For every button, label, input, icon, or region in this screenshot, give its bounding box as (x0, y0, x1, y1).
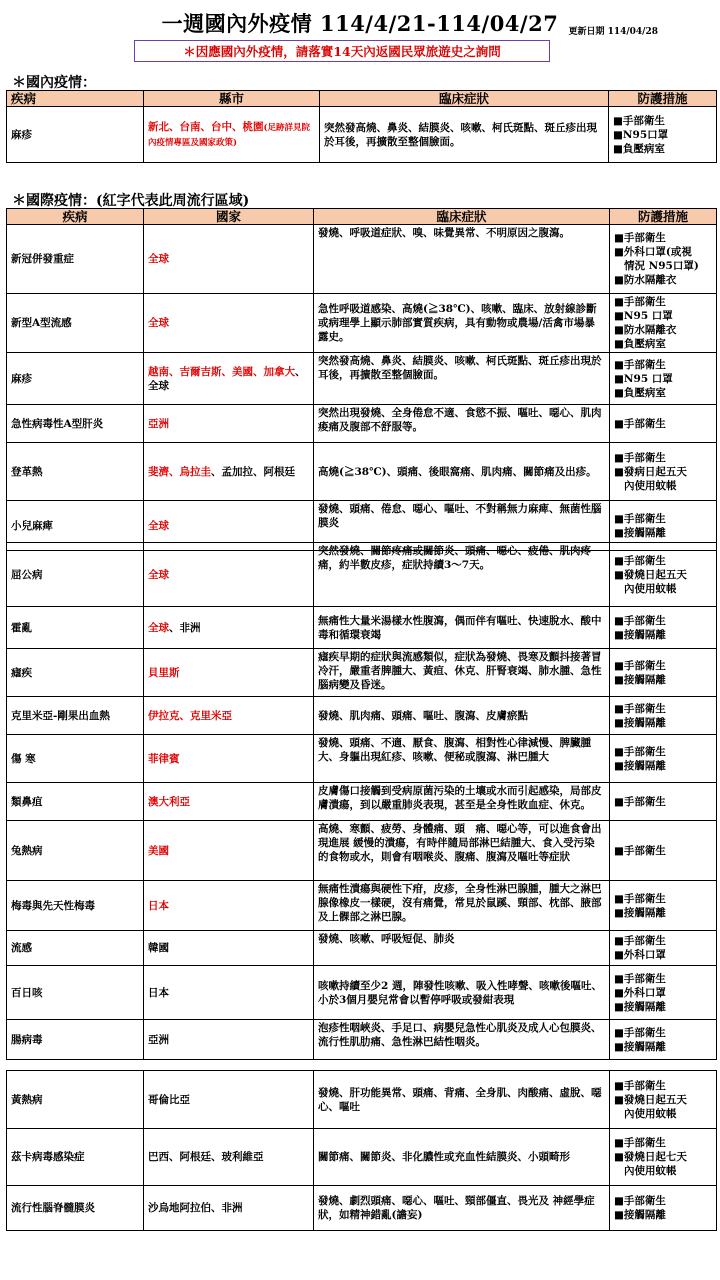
country-red: 全球 (148, 519, 169, 532)
country-red: 亞洲 (148, 417, 169, 430)
measure-item: ■手部衛生 (614, 745, 666, 758)
measure-item: ■接觸隔離 (614, 716, 666, 729)
country-cell (144, 966, 314, 1020)
measure-item: ■手部衛生 (614, 614, 666, 627)
table-row (7, 821, 717, 881)
country-red: 菲律賓 (148, 752, 180, 765)
international-table-2 (6, 542, 717, 1060)
measure-item: 情況 N95口罩) (624, 260, 699, 272)
measure-item: ■發病日起五天 (614, 465, 687, 478)
country-cell (144, 881, 314, 931)
symptoms-cell: 發燒、咳嗽、呼吸短促、肺炎 (314, 931, 610, 966)
country-cell (144, 1071, 314, 1129)
measure-item: ■N95 口罩 (614, 310, 673, 322)
disease-name: 屈公病 (7, 543, 144, 607)
disease-name: 登革熱 (7, 443, 144, 501)
international-table-3 (6, 1070, 717, 1231)
travel-history-notice: ＊因應國內外疫情，請落實14天內返國民眾旅遊史之詢問 (134, 40, 550, 62)
country-red: 全球 (148, 568, 169, 581)
country-black: 韓國 (148, 942, 169, 954)
measures-cell (609, 107, 717, 163)
country-red: 貝里斯 (148, 666, 180, 679)
measures-cell (610, 543, 717, 607)
domestic-heading: ＊國內疫情： (12, 75, 96, 91)
measure-item: ■N95口罩 (613, 128, 669, 141)
table-row (7, 225, 717, 294)
country-black: 亞洲 (148, 1033, 169, 1046)
region-note: (足跡詳見院內疫情專區及國家政策) (148, 122, 311, 148)
measure-item: ■接觸隔離 (614, 759, 666, 772)
measures-cell (610, 735, 717, 783)
measures-cell (610, 966, 717, 1020)
symptoms-cell: 發燒、肝功能異常、頭痛、背痛、全身肌、肉酸痛、虛脫、噁心、嘔吐 (314, 1071, 610, 1129)
measures-cell (610, 783, 717, 821)
table-row (7, 881, 717, 931)
country-cell (144, 735, 314, 783)
measure-item: ■負壓病室 (613, 142, 665, 155)
measure-item: ■防水隔離衣 (614, 324, 677, 336)
symptoms-cell: 泡疹性咽峽炎、手足口、病嬰兒急性心肌炎及成人心包膜炎、流行性肌肋痛、急性淋巴結性咽炎。 (314, 1020, 610, 1060)
disease-name: 流感 (7, 931, 144, 966)
measure-item: ■手部衛生 (614, 554, 666, 567)
measures-cell (610, 1186, 717, 1231)
symptoms-cell: 發燒、呼吸道症狀、嗅、味覺異常、不明原因之腹瀉。 (314, 225, 610, 294)
country-cell (144, 1186, 314, 1231)
symptoms-cell: 關節痛、關節炎、非化膿性或充血性結膜炎、小頭畸形 (314, 1129, 610, 1186)
measure-item: ■外科口罩 (614, 986, 666, 999)
region-cell (144, 107, 320, 163)
table-row (7, 649, 717, 697)
measures-cell (610, 821, 717, 881)
measures-cell (610, 697, 717, 735)
disease-name: 霍亂 (7, 607, 144, 649)
measure-item: ■手部衛生 (614, 795, 666, 808)
measure-item: ■手部衛生 (614, 1195, 666, 1207)
measure-item: 內使用蚊帳 (624, 1165, 677, 1177)
symptoms-cell: 突然發高燒、鼻炎、結膜炎、咳嗽、柯氏斑點、斑丘疹出現於耳後，再擴散至整個臉面。 (320, 107, 609, 163)
symptoms-cell: 發燒、肌肉痛、頭痛、嘔吐、腹瀉、皮膚瘀點 (314, 697, 610, 735)
measures-cell (610, 1129, 717, 1186)
country-red: 全球 (148, 621, 169, 634)
measure-item: 內使用蚊帳 (624, 582, 677, 595)
measure-item: ■外科口罩(或視 (614, 246, 692, 258)
measure-item: 內使用蚊帳 (624, 1107, 677, 1120)
domestic-header-row (7, 91, 717, 107)
table-row (7, 107, 717, 163)
country-cell (144, 443, 314, 501)
measure-item: ■負壓病室 (614, 338, 666, 350)
country-red: 伊拉克、克里米亞 (148, 709, 232, 722)
measure-item: ■手部衛生 (614, 844, 666, 857)
country-red: 日本 (148, 899, 169, 912)
table-row (7, 543, 717, 607)
table-row (7, 294, 717, 353)
measure-item: ■手部衛生 (614, 451, 666, 464)
disease-name: 傷 寒 (7, 735, 144, 783)
country-cell (144, 225, 314, 294)
disease-name: 麻疹 (7, 107, 144, 163)
country-black: 沙烏地阿拉伯、非洲 (148, 1202, 243, 1214)
country-black: 、非洲 (169, 621, 201, 634)
country-black: 日本 (148, 986, 169, 999)
measure-item: ■手部衛生 (614, 972, 666, 985)
country-red: 澳大利亞 (148, 795, 190, 808)
country-red: 全球 (148, 253, 169, 265)
measure-item: ■手部衛生 (614, 935, 666, 947)
measure-item: ■接觸隔離 (614, 628, 666, 641)
country-cell (144, 649, 314, 697)
measure-item: ■手部衛生 (614, 702, 666, 715)
symptoms-cell: 發燒、頭痛、不適、厭食、腹瀉、相對性心律減慢、脾臟腫大、身軀出現紅疹、咳嗽、便秘或腹瀉、淋巴腫大 (314, 735, 610, 783)
country-cell (144, 405, 314, 443)
measures-cell (610, 294, 717, 353)
symptoms-cell: 瘧疾早期的症狀與流感類似，症狀為發燒、畏寒及顫抖接著冒冷汗，嚴重者脾腫大、黃疸、休克、肝腎衰竭、肺水腫、急性腦病變及昏迷。 (314, 649, 610, 697)
disease-name: 克里米亞-剛果出血熱 (7, 697, 144, 735)
country-red: 斐濟、烏拉圭 (148, 465, 211, 478)
disease-name: 急性病毒性A型肝炎 (7, 405, 144, 443)
measure-item: ■手部衛生 (614, 358, 666, 371)
col-measures: 防護措施 (610, 209, 717, 225)
disease-name: 新型A型流感 (7, 294, 144, 353)
country-cell (144, 294, 314, 353)
disease-name: 黃熱病 (7, 1071, 144, 1129)
measure-item: ■手部衛生 (614, 659, 666, 672)
country-cell (144, 783, 314, 821)
measures-cell (610, 353, 717, 405)
col-measures: 防護措施 (609, 91, 717, 107)
international-heading: ＊國際疫情：(紅字代表此周流行區域) (12, 193, 250, 209)
measures-cell (610, 649, 717, 697)
col-symptoms: 臨床症狀 (320, 91, 609, 107)
table-row (7, 697, 717, 735)
country-red: 越南、吉爾吉斯、美國、加拿大 (148, 365, 295, 378)
col-disease: 疾病 (7, 91, 144, 107)
measures-cell (610, 607, 717, 649)
measure-item: ■負壓病室 (614, 386, 666, 399)
measure-item: ■手部衛生 (614, 892, 666, 905)
country-black: 、全球 (148, 365, 306, 392)
domestic-table (6, 90, 717, 163)
measure-item: ■接觸隔離 (614, 526, 666, 539)
table-row (7, 783, 717, 821)
table-row (7, 966, 717, 1020)
measures-cell (610, 931, 717, 966)
country-black: 哥倫比亞 (148, 1093, 190, 1106)
measures-cell (610, 225, 717, 294)
country-cell (144, 353, 314, 405)
country-cell (144, 697, 314, 735)
col-symptoms: 臨床症狀 (314, 209, 610, 225)
measure-item: ■防水隔離衣 (614, 274, 677, 286)
col-country: 國家 (144, 209, 314, 225)
measure-item: ■接觸隔離 (614, 1000, 666, 1013)
symptoms-cell: 突然發燒、關節疼痛或關節炎、頭痛、噁心、疲倦、肌肉疼痛，約半數皮疹，症狀持續3～7天。 (314, 543, 610, 607)
symptoms-cell: 無痛性潰瘍與硬性下疳，皮疹，全身性淋巴腺腫，腫大之淋巴腺像橡皮一樣硬，沒有痛覺，常見於鼠蹊、頸部、枕部、腋部及上髁部之淋巴腺。 (314, 881, 610, 931)
country-cell (144, 543, 314, 607)
measure-item: ■手部衛生 (614, 232, 666, 244)
disease-name: 麻疹 (7, 353, 144, 405)
region-red: 新北、台南、台中、桃園 (148, 120, 264, 133)
table-row (7, 735, 717, 783)
disease-name: 流行性腦脊髓膜炎 (7, 1186, 144, 1231)
country-red: 全球 (148, 317, 169, 329)
disease-name: 瘧疾 (7, 649, 144, 697)
measure-item: ■外科口罩 (614, 949, 666, 961)
disease-name: 茲卡病毒感染症 (7, 1129, 144, 1186)
measure-item: ■手部衛生 (614, 417, 666, 430)
measure-item: ■N95 口罩 (614, 372, 673, 385)
international-table-1 (6, 208, 717, 551)
country-cell (144, 821, 314, 881)
measure-item: ■手部衛生 (614, 296, 666, 308)
measure-item: ■接觸隔離 (614, 1040, 666, 1053)
disease-name: 腸病毒 (7, 1020, 144, 1060)
disease-name: 新冠併發重症 (7, 225, 144, 294)
table-row (7, 931, 717, 966)
table-row (7, 1020, 717, 1060)
measure-item: ■接觸隔離 (614, 673, 666, 686)
disease-name: 百日咳 (7, 966, 144, 1020)
measure-item: ■手部衛生 (614, 1026, 666, 1039)
symptoms-cell: 皮膚傷口接觸到受病原菌污染的土壤或水而引起感染，局部皮膚潰瘍，到以嚴重肺炎表現，甚至是全身性敗血症、休克。 (314, 783, 610, 821)
measures-cell (610, 405, 717, 443)
measure-item: ■手部衛生 (613, 114, 665, 127)
symptoms-cell: 高燒(≧38℃)、頭痛、後眼窩痛、肌肉痛、關節痛及出疹。 (314, 443, 610, 501)
measure-item: ■手部衛生 (614, 1079, 666, 1092)
disease-name: 兔熱病 (7, 821, 144, 881)
page-title: 一週國內外疫情 114/4/21-114/04/27 (161, 11, 559, 36)
measures-cell (610, 443, 717, 501)
measure-item: 內使用蚊帳 (624, 479, 677, 492)
update-date: 更新日期 114/04/28 (568, 27, 658, 37)
country-cell (144, 931, 314, 966)
disease-name: 梅毒與先天性梅毒 (7, 881, 144, 931)
table-row (7, 443, 717, 501)
table-row (7, 1071, 717, 1129)
country-cell (144, 1129, 314, 1186)
country-red: 美國 (148, 844, 169, 857)
country-black: 、孟加拉、阿根廷 (211, 465, 295, 478)
symptoms-cell: 發燒、劇烈頭痛、噁心、嘔吐、頸部僵直、畏光及 神經學症狀，如精神錯亂(譫妄) (314, 1186, 610, 1231)
disease-name: 類鼻疽 (7, 783, 144, 821)
measure-item: ■接觸隔離 (614, 906, 666, 919)
table-row (7, 1186, 717, 1231)
measure-item: ■手部衛生 (614, 1137, 666, 1149)
col-disease: 疾病 (7, 209, 144, 225)
table-row (7, 1129, 717, 1186)
symptoms-cell: 咳嗽持續至少2 週，陣發性咳嗽、吸入性哮聲、咳嗽後嘔吐、小於3個月嬰兒常會以暫停呼吸或發紺表現 (314, 966, 610, 1020)
table-row (7, 607, 717, 649)
measure-item: ■發燒日起五天 (614, 568, 687, 581)
symptoms-cell: 無痛性大量米湯樣水性腹瀉，偶而伴有嘔吐、快速脫水、酸中毒和循環衰竭 (314, 607, 610, 649)
symptoms-cell: 突然發高燒、鼻炎、結膜炎、咳嗽、柯氏斑點、斑丘疹出現於耳後，再擴散至整個臉面。 (314, 353, 610, 405)
measures-cell (610, 881, 717, 931)
measure-item: ■發燒日起五天 (614, 1093, 687, 1106)
table-row (7, 405, 717, 443)
measure-item: ■接觸隔離 (614, 1209, 666, 1221)
disease-name: 小兒麻痺 (7, 501, 144, 551)
symptoms-cell: 發燒、頭痛、倦怠、噁心、嘔吐、不對稱無力麻痺、無菌性腦膜炎 (314, 501, 610, 551)
symptoms-cell: 突然出現發燒、全身倦怠不適、食慾不振、嘔吐、噁心、肌肉痠痛及腹部不舒服等。 (314, 405, 610, 443)
col-region: 縣市 (144, 91, 320, 107)
international-header-row (7, 209, 717, 225)
measures-cell (610, 1020, 717, 1060)
symptoms-cell: 高燒、寒顫、疲勞、身體痛、頭 痛、噁心等，可以進食會出現進展 緩慢的潰瘍，有時伴隨局部淋巴結腫大、食入受污染的食物或水，則會有咽喉炎、腹痛、腹瀉及嘔吐等症狀 (314, 821, 610, 881)
country-cell (144, 1020, 314, 1060)
measure-item: ■發燒日起七天 (614, 1151, 687, 1163)
measures-cell (610, 1071, 717, 1129)
measure-item: ■手部衛生 (614, 512, 666, 525)
table-row (7, 353, 717, 405)
country-cell (144, 607, 314, 649)
symptoms-cell: 急性呼吸道感染、高燒(≧38℃)、咳嗽、臨床、放射線診斷或病理學上顯示肺部實質疾病，具有動物或農場/活禽市場暴露史。 (314, 294, 610, 353)
country-black: 巴西、阿根廷、玻利維亞 (148, 1151, 264, 1163)
